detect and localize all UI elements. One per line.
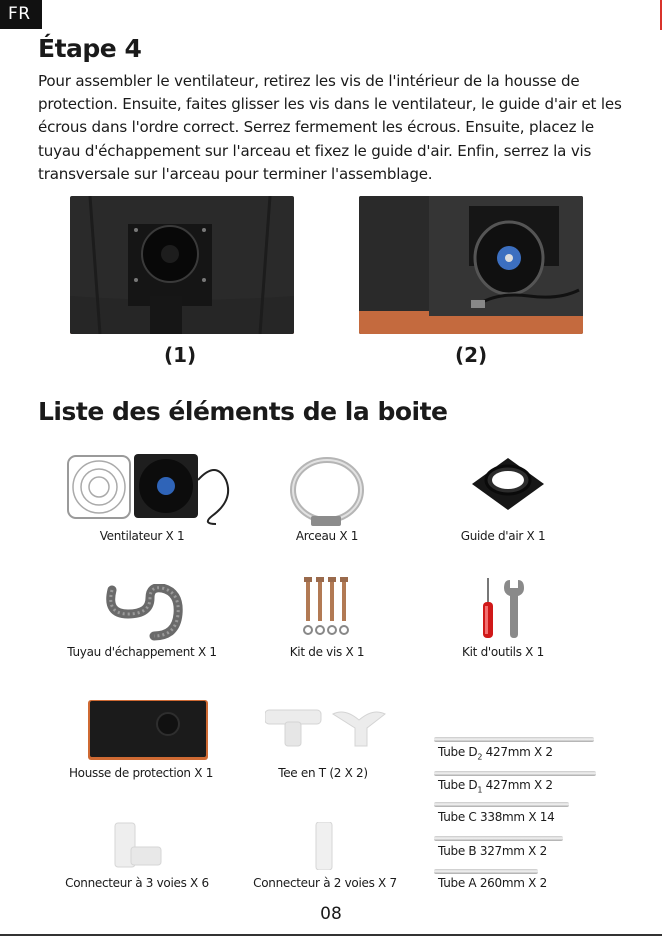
item-label-tee: Tee en T (2 X 2) [278, 766, 368, 780]
exhaust-hose-image [104, 584, 184, 642]
item-label-air-guide: Guide d'air X 1 [460, 529, 546, 543]
tube-a-image [434, 869, 538, 874]
photo-label-1: (1) [164, 343, 197, 367]
box-contents-title: Liste des éléments de la boite [38, 397, 448, 426]
tube-d2-label: Tube $D_2$ 427mm X 2 [438, 745, 553, 762]
tube-c-image [434, 802, 569, 807]
two-way-connector-image [314, 822, 334, 870]
tube-c-label: Tube C 338mm X 14 [438, 810, 555, 824]
item-label-hose: Tuyau d'échappement X 1 [67, 645, 217, 659]
language-tab: FR [0, 0, 42, 29]
step-instructions: Pour assembler le ventilateur, retirez les vis de l'intérieur de la housse de protection. Ensuite, faites glisser les vis dans le ventilateur, le guide d'air et les écrous dans l'ordre correct. Serrez fermement les écrous. Ensuite, placez le tuyau d'échappement sur l'arceau et fixez le guide d'air. Enfin, serrez la vis transversale sur l'arceau pour terminer l'assemblage. [38, 72, 622, 183]
item-label-cover: Housse de protection X 1 [68, 766, 214, 780]
tube-d1-label: Tube $D_1$ 427mm X 2 [438, 778, 553, 795]
screw-kit-image [298, 575, 358, 637]
hose-clamp-image [287, 456, 367, 528]
tee-connector-image [265, 704, 391, 754]
item-label-2way: Connecteur à 2 voies X 7 [253, 876, 397, 890]
tube-b-image [434, 836, 563, 841]
tube-b-label: Tube B 327mm X 2 [438, 844, 547, 858]
item-label-fan: Ventilateur X 1 [99, 529, 185, 543]
item-label-clamp: Arceau X 1 [295, 529, 359, 543]
fan-image [66, 450, 234, 526]
photo-label-2: (2) [455, 343, 488, 367]
tube-d1-image [434, 771, 596, 776]
air-guide-image [470, 456, 546, 512]
step-title: Étape 4 [38, 34, 142, 63]
item-label-tools: Kit d'outils X 1 [462, 645, 544, 659]
item-label-screws: Kit de vis X 1 [289, 645, 365, 659]
tube-d2-image [434, 737, 594, 742]
page-number: 08 [320, 904, 342, 924]
tool-kit-image [480, 576, 530, 640]
item-label-3way: Connecteur à 3 voies X 6 [65, 876, 209, 890]
assembly-photo-1 [70, 196, 294, 334]
assembly-photo-2 [359, 196, 583, 334]
tube-a-label: Tube A 260mm X 2 [438, 876, 547, 890]
three-way-connector-image [113, 821, 163, 869]
protective-cover-image [88, 700, 208, 762]
